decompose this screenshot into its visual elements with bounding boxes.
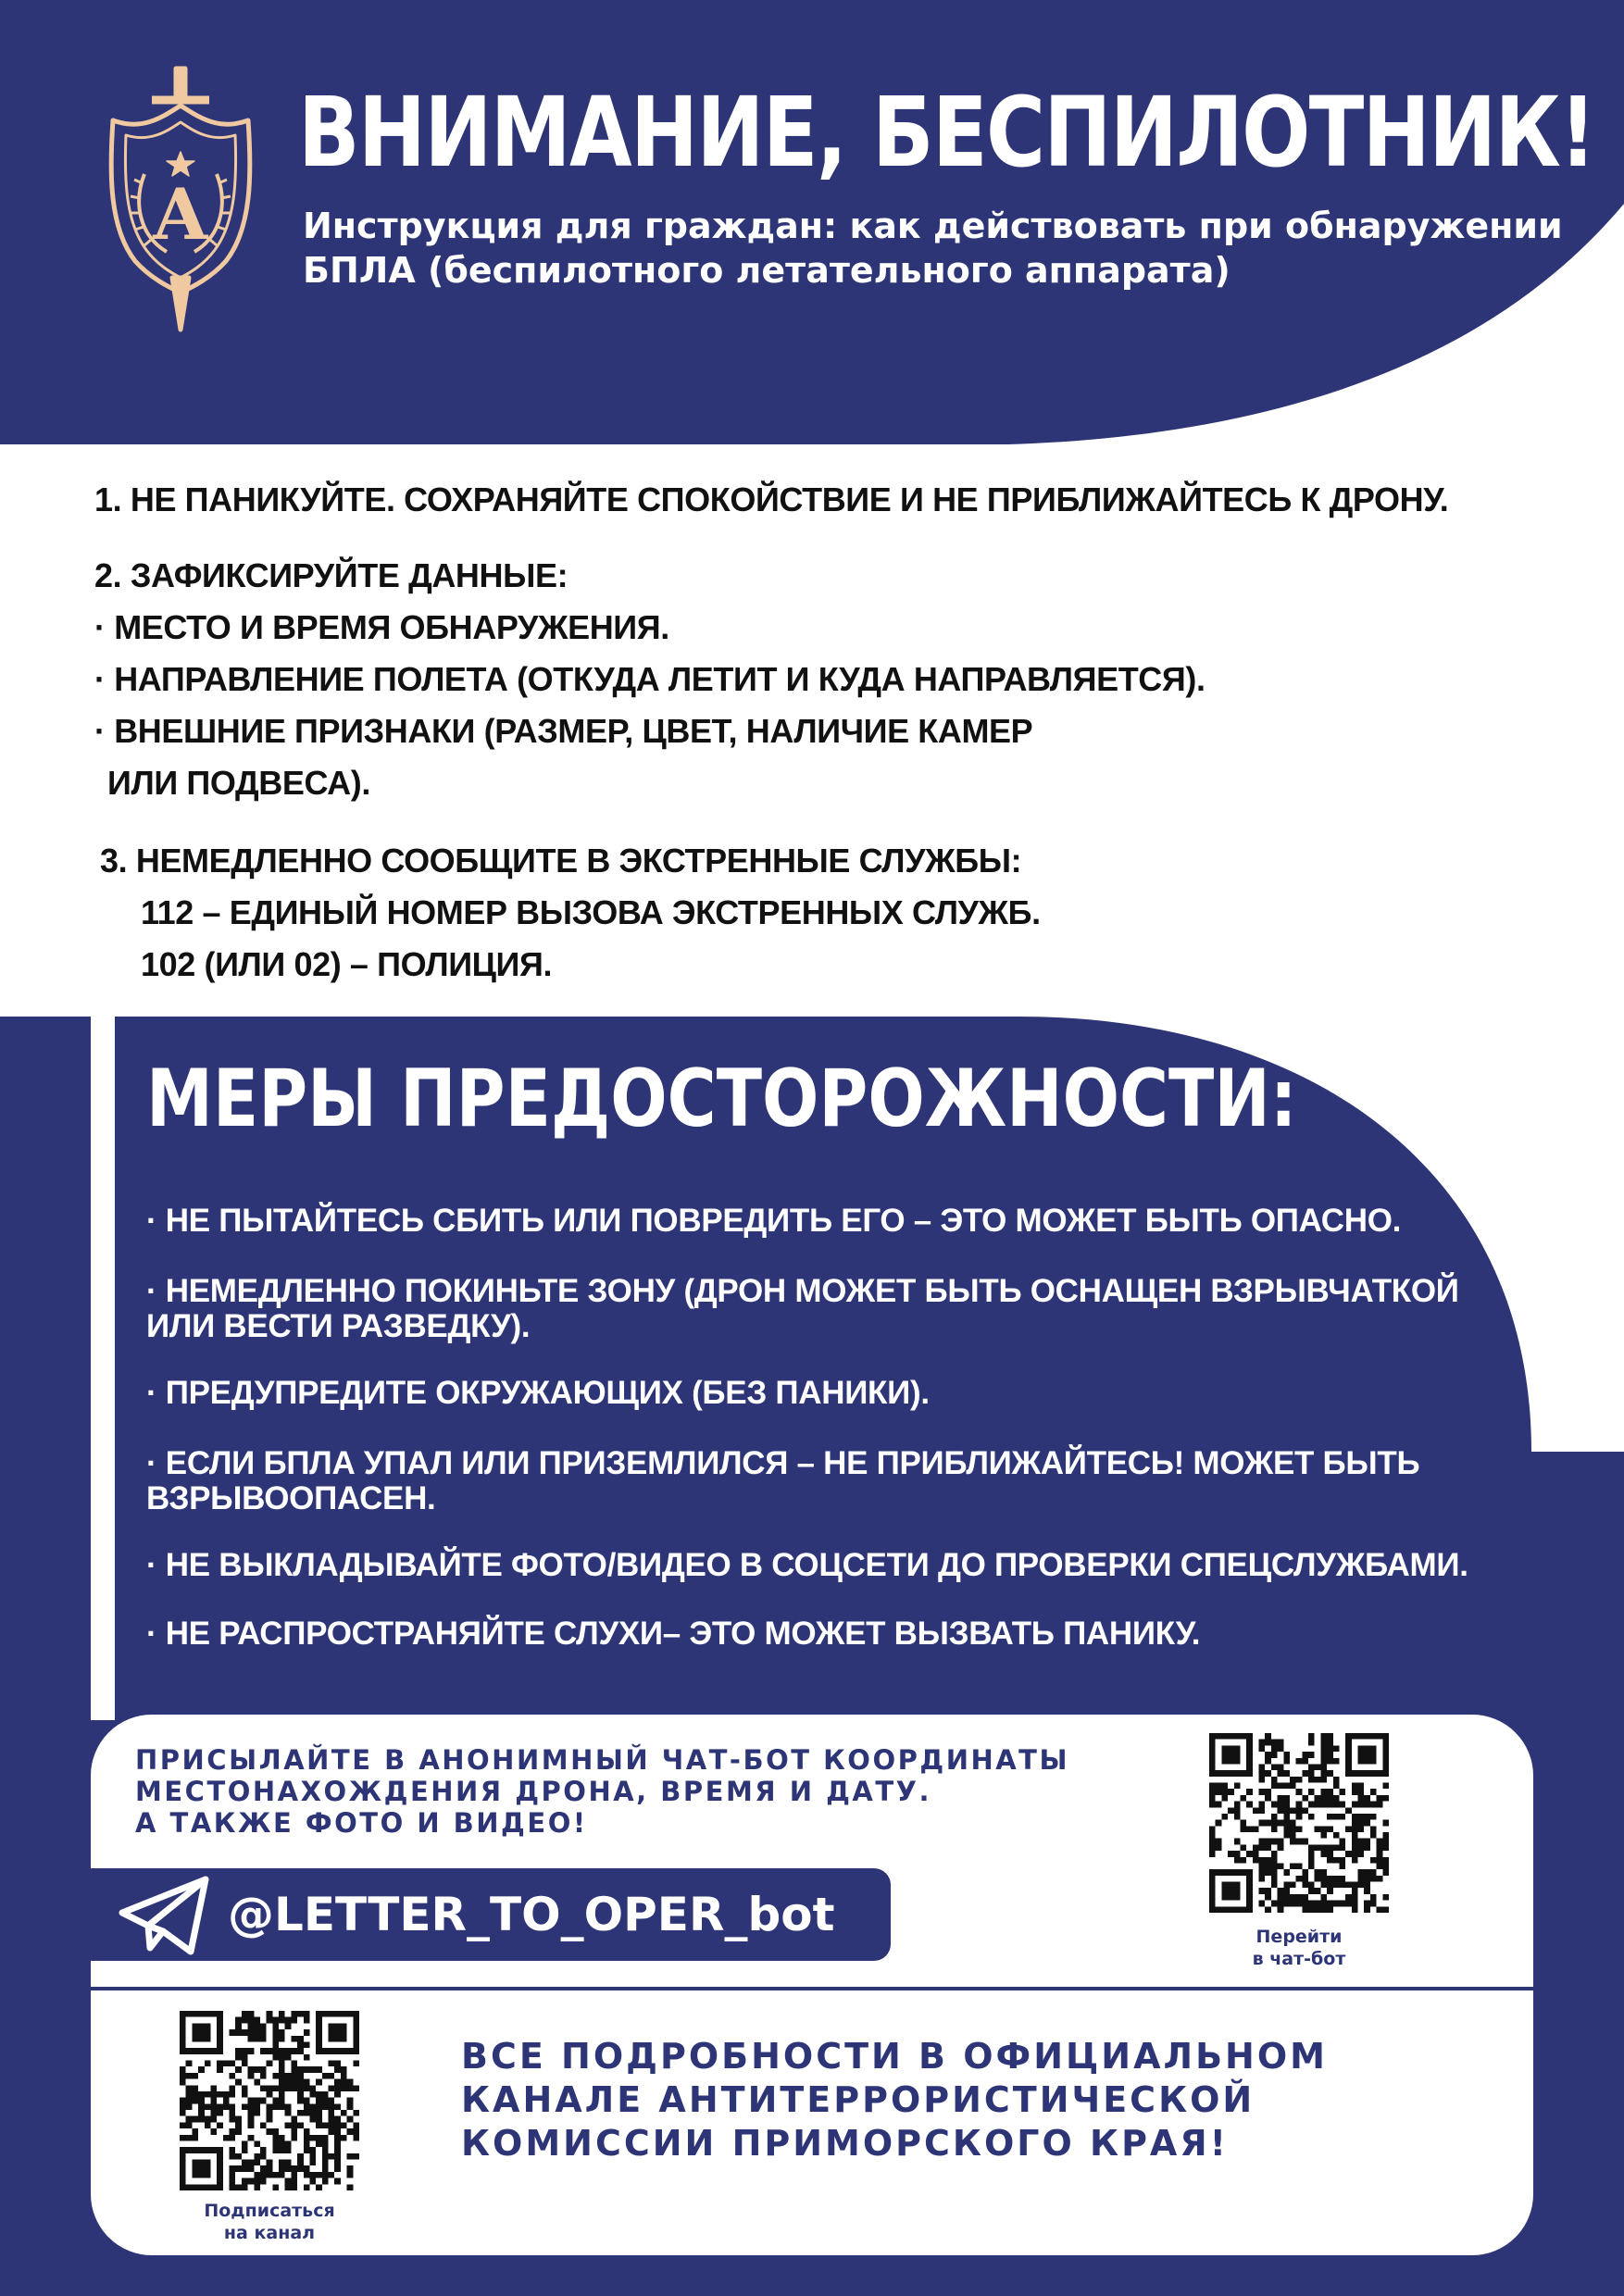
precaution-item	[146, 1274, 1554, 1344]
precaution-item-line: ИЛИ ВЕСТИ РАЗВЕДКУ).	[146, 1308, 531, 1344]
step-1-text: НЕ ПАНИКУЙТЕ. СОХРАНЯЙТЕ СПОКОЙСТВИЕ И НЕ ПРИБЛИЖАЙТЕСЬ К ДРОНУ.	[130, 480, 1449, 518]
police-number-mid: (ИЛИ	[194, 945, 294, 983]
step-2-item: · НАПРАВЛЕНИЕ ПОЛЕТА (ОТКУДА ЛЕТИТ И КУДА НАПРАВЛЯЕТСЯ).	[94, 660, 1206, 698]
police-number-text: ) – ПОЛИЦИЯ.	[330, 945, 553, 983]
precaution-item-line: · ЕСЛИ БПЛА УПАЛ ИЛИ ПРИЗЕМЛИЛСЯ – НЕ ПРИБЛИЖАЙТЕСЬ! МОЖЕТ БЫТЬ	[146, 1445, 1420, 1481]
police-number-102: 102	[141, 945, 195, 983]
step-2-heading-text: ЗАФИКСИРУЙТЕ ДАННЫЕ:	[130, 556, 568, 594]
step-3-police-number	[141, 944, 552, 985]
precaution-item	[146, 1376, 1554, 1411]
precaution-item-line: · НЕ ПЫТАЙТЕСЬ СБИТЬ ИЛИ ПОВРЕДИТЬ ЕГО – ЭТО МОЖЕТ БЫТЬ ОПАСНО.	[146, 1203, 1402, 1239]
step-2-item: · МЕСТО И ВРЕМЯ ОБНАРУЖЕНИЯ.	[94, 608, 669, 646]
emergency-number-112-text: – ЕДИНЫЙ НОМЕР ВЫЗОВА ЭКСТРЕННЫХ СЛУЖБ.	[193, 893, 1041, 931]
channel-description-line: КАНАЛЕ АНТИТЕРРОРИСТИЧЕСКОЙ	[461, 2079, 1255, 2120]
step-3-number: 3.	[100, 842, 128, 880]
step-3-heading-text: НЕМЕДЛЕННО СООБЩИТЕ В ЭКСТРЕННЫЕ СЛУЖБЫ:	[135, 842, 1022, 880]
precautions-title: МЕРЫ ПРЕДОСТОРОЖНОСТИ:	[146, 1053, 1297, 1145]
emergency-number-112: 112	[141, 893, 194, 931]
card-divider	[87, 1987, 1537, 1990]
police-number-02: 02	[294, 945, 331, 983]
precaution-item	[146, 1446, 1554, 1516]
chatbot-description	[135, 1744, 1135, 1839]
page-subtitle	[303, 204, 1580, 293]
step-2-number: 2.	[94, 556, 122, 594]
step-2-heading	[94, 555, 568, 596]
chatbot-description-line: МЕСТОНАХОЖДЕНИЯ ДРОНА, ВРЕМЯ И ДАТУ.	[135, 1776, 932, 1807]
precaution-item-line: · ПРЕДУПРЕДИТЕ ОКРУЖАЮЩИХ (БЕЗ ПАНИКИ).	[146, 1375, 930, 1411]
step-3-heading	[100, 841, 1021, 881]
precaution-item	[146, 1616, 1554, 1652]
qr-channel-caption: Подписаться на канал	[204, 2201, 335, 2243]
step-3-emergency-number	[141, 892, 1041, 933]
emblem-letter: А	[152, 173, 209, 256]
qr-code-icon[interactable]	[1209, 1733, 1389, 1913]
step-1-number: 1.	[94, 480, 122, 518]
precaution-item	[146, 1204, 1554, 1239]
chatbot-handle-link[interactable]: @LETTER_TO_OPER_bot	[228, 1888, 835, 1941]
channel-description-line: ВСЕ ПОДРОБНОСТИ В ОФИЦИАЛЬНОМ	[461, 2036, 1328, 2077]
chatbot-description-line: А ТАКЖЕ ФОТО И ВИДЕО!	[135, 1807, 588, 1839]
step-1	[94, 480, 1448, 520]
qr-code-icon[interactable]	[180, 2011, 359, 2190]
qr-bot-caption: Перейти в чат-бот	[1252, 1927, 1346, 1969]
page-title: ВНИМАНИЕ, БЕСПИЛОТНИК!	[298, 76, 1595, 189]
subtitle-line-1: Инструкция для граждан: как действовать при обнаружении	[303, 206, 1563, 246]
telegram-icon[interactable]	[117, 1874, 211, 1957]
step-2-item: ИЛИ ПОДВЕСА).	[107, 764, 370, 802]
shield-sword-emblem-icon	[96, 63, 265, 337]
step-2-item: · ВНЕШНИЕ ПРИЗНАКИ (РАЗМЕР, ЦВЕТ, НАЛИЧИЕ КАМЕР	[94, 712, 1033, 750]
chatbot-description-line: ПРИСЫЛАЙТЕ В АНОНИМНЫЙ ЧАТ-БОТ КООРДИНАТЫ	[135, 1744, 1070, 1776]
channel-description	[461, 2035, 1498, 2165]
precaution-item-line: · НЕМЕДЛЕННО ПОКИНЬТЕ ЗОНУ (ДРОН МОЖЕТ БЫТЬ ОСНАЩЕН ВЗРЫВЧАТКОЙ	[146, 1273, 1459, 1309]
subtitle-line-2: БПЛА (беспилотного летательного аппарата)	[303, 250, 1230, 291]
precaution-item	[146, 1548, 1554, 1583]
channel-description-line: КОМИССИИ ПРИМОРСКОГО КРАЯ!	[461, 2123, 1229, 2164]
precaution-item-line: · НЕ РАСПРОСТРАНЯЙТЕ СЛУХИ– ЭТО МОЖЕТ ВЫЗВАТЬ ПАНИКУ.	[146, 1616, 1201, 1652]
precaution-item-line: ВЗРЫВООПАСЕН.	[146, 1480, 436, 1516]
precaution-item-line: · НЕ ВЫКЛАДЫВАЙТЕ ФОТО/ВИДЕО В СОЦСЕТИ ДО ПРОВЕРКИ СПЕЦСЛУЖБАМИ.	[146, 1547, 1468, 1583]
